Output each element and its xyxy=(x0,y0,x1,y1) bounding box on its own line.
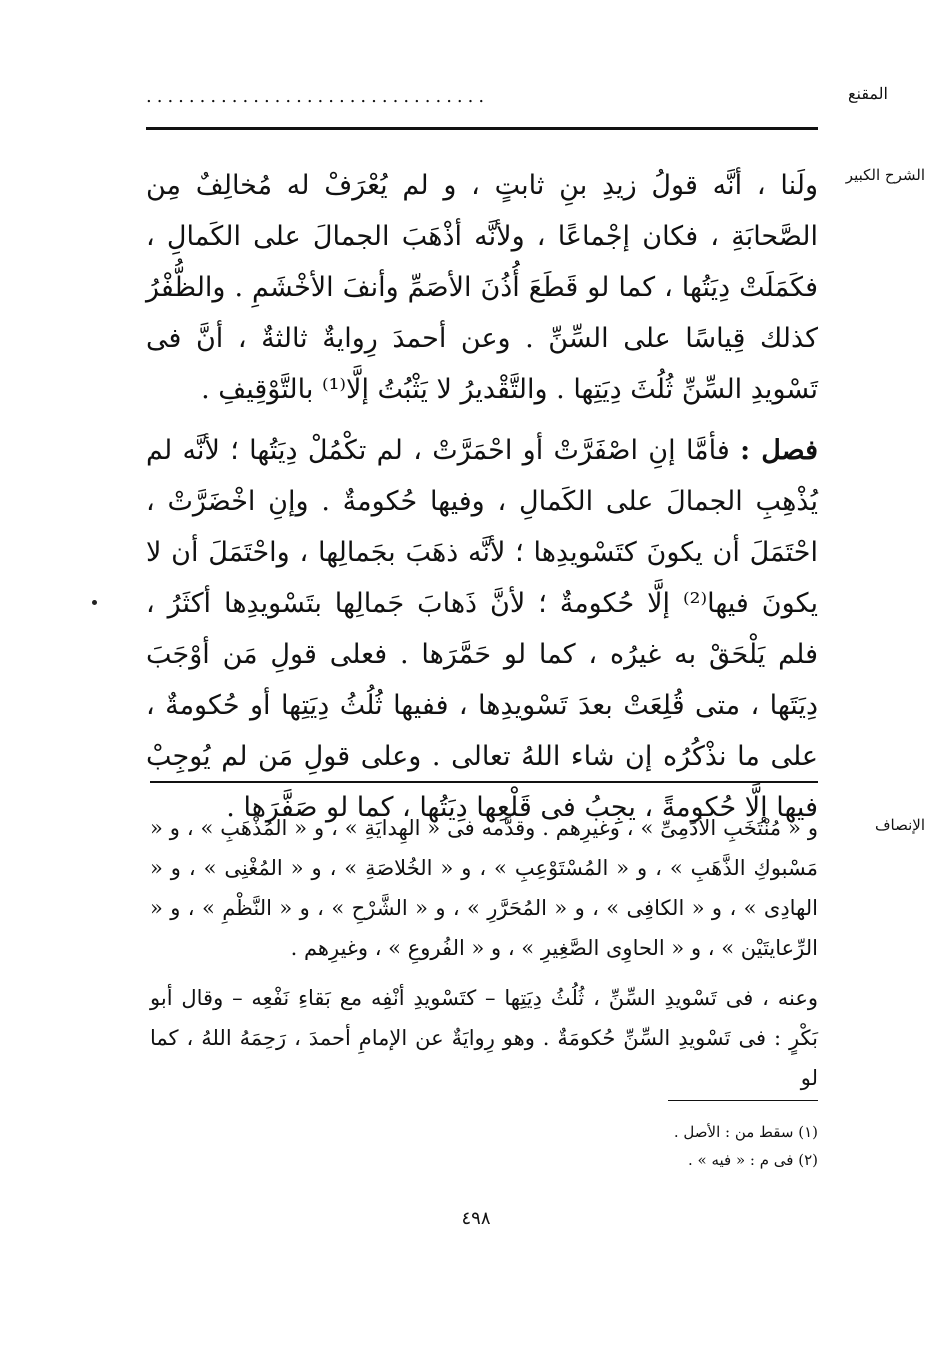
commentary-text xyxy=(146,160,818,833)
commentary-paragraph-1: ولَنا ، أنَّه قولُ زيدِ بنِ ثابتٍ ، و لم يُعْرَفْ له مُخالِفٌ مِن الصَّحابَةِ ، فكان إجْماعًا ، ولأنَّه أذْهَبَ الجمالَ على الكَمالِ ، فكَمَلَتْ دِيَتُها ، كما لو قَطَعَ أُذُنَ الأصَمِّ وأنفَ الأخْشَمِ . والظُّفْرُ كذلك قِياسًا على السِّنِّ . وعن أحمدَ رِوايةٌ ثالثةٌ ، أنَّ فى تَسْويدِ السِّنِّ ثُلُثَ دِيَتِها . والتَّقْديرُ لا يَثْبُتُ إلَّا⁽¹⁾ بالتَّوْقِيفِ . xyxy=(146,170,818,405)
insaf-text xyxy=(150,808,818,1098)
margin-dot xyxy=(92,600,97,605)
commentary-paragraph-2-text: فأمَّا إنِ اصْفَرَّتْ أو احْمَرَّتْ ، لم تكْمُلْ دِيَتُها ؛ لأنَّه لم يُذْهِبِ الجمالَ على الكَمالِ ، وفيها حُكومةٌ . وإنِ اخْضَرَّتْ ، احْتَمَلَ أن يكونَ كتَسْويدِها ؛ لأنَّه ذهَبَ بجَمالِها ، واحْتَمَلَ أن لا يكونَ فيها⁽²⁾ إلَّا حُكومةٌ ؛ لأنَّ ذَهابَ جَمالِها بتَسْويدِها أكثَرُ ، فلم يَلْحَقْ به غيرُه ، كما لو حَمَّرَها . فعلى قولِ مَن أوْجَبَ دِيَتَها ، متى قُلِعَتْ بعدَ تَسْويدِها ، ففيها ثُلُثُ دِيَتِها أو حُكومةٌ ، على ما نذْكُرُه إن شاء اللهُ تعالى . وعلى قولِ مَن لم يُوجِبْ فيها إلَّا حُكومةً ، يجِبُ فى قَلْعِها دِيَتُها ، كما لو صَفَّرَها . xyxy=(146,435,818,823)
running-header-title: المقنع xyxy=(847,84,888,103)
side-label-insaf: الإنصاف xyxy=(874,816,925,834)
footnote-2: (٢) فى م : « فيه » . xyxy=(687,1151,818,1169)
side-label-sharh: الشرح الكبير xyxy=(845,166,925,184)
insaf-paragraph-1: و « مُنْتَخَبِ الأدَمِىِّ » ، وغيرِهم . وقدَّمه فى « الهِدايَةِ » ، و « المُذْهَبِ » ، و « مَسْبوكِ الذَّهَبِ » ، و « المُسْتَوْعِبِ » ، و « الخُلاصَةِ » ، و « المُغْنِى » ، و « الهادِى » ، و « الكافِى » ، و « المُحَرَّرِ » ، و « الشَّرْحِ » ، و « النَّظْمِ » ، و « الرِّعايتَيْن » ، و « الحاوِى الصَّغِيرِ » ، و « الفُروعِ » ، وغيرِهم . xyxy=(150,816,818,960)
page-number: ٤٩٨ xyxy=(461,1208,491,1229)
section-divider xyxy=(150,781,818,783)
footnote-rule xyxy=(668,1100,818,1101)
insaf-paragraph-2: وعنه ، فى تَسْويدِ السِّنِّ ، ثُلُثُ دِيَتِها – كتَسْويدِ أنْفِه مع بَقاءِ نَفْعِه – وقال أبو بَكْرٍ : فى تَسْويدِ السِّنِّ حُكومَةٌ . وهو رِوايَةٌ عن الإمامِ أحمدَ ، رَحِمَهُ اللهُ ، كما لو xyxy=(150,986,818,1090)
header-rule xyxy=(146,127,818,130)
footnotes xyxy=(450,1118,818,1174)
commentary-paragraph-2 xyxy=(146,425,818,833)
footnote-1: (١) سقط من : الأصل . xyxy=(673,1123,818,1141)
header-dotted-leader: ................................ xyxy=(146,86,490,107)
section-label-fasl: فصل : xyxy=(740,435,818,466)
